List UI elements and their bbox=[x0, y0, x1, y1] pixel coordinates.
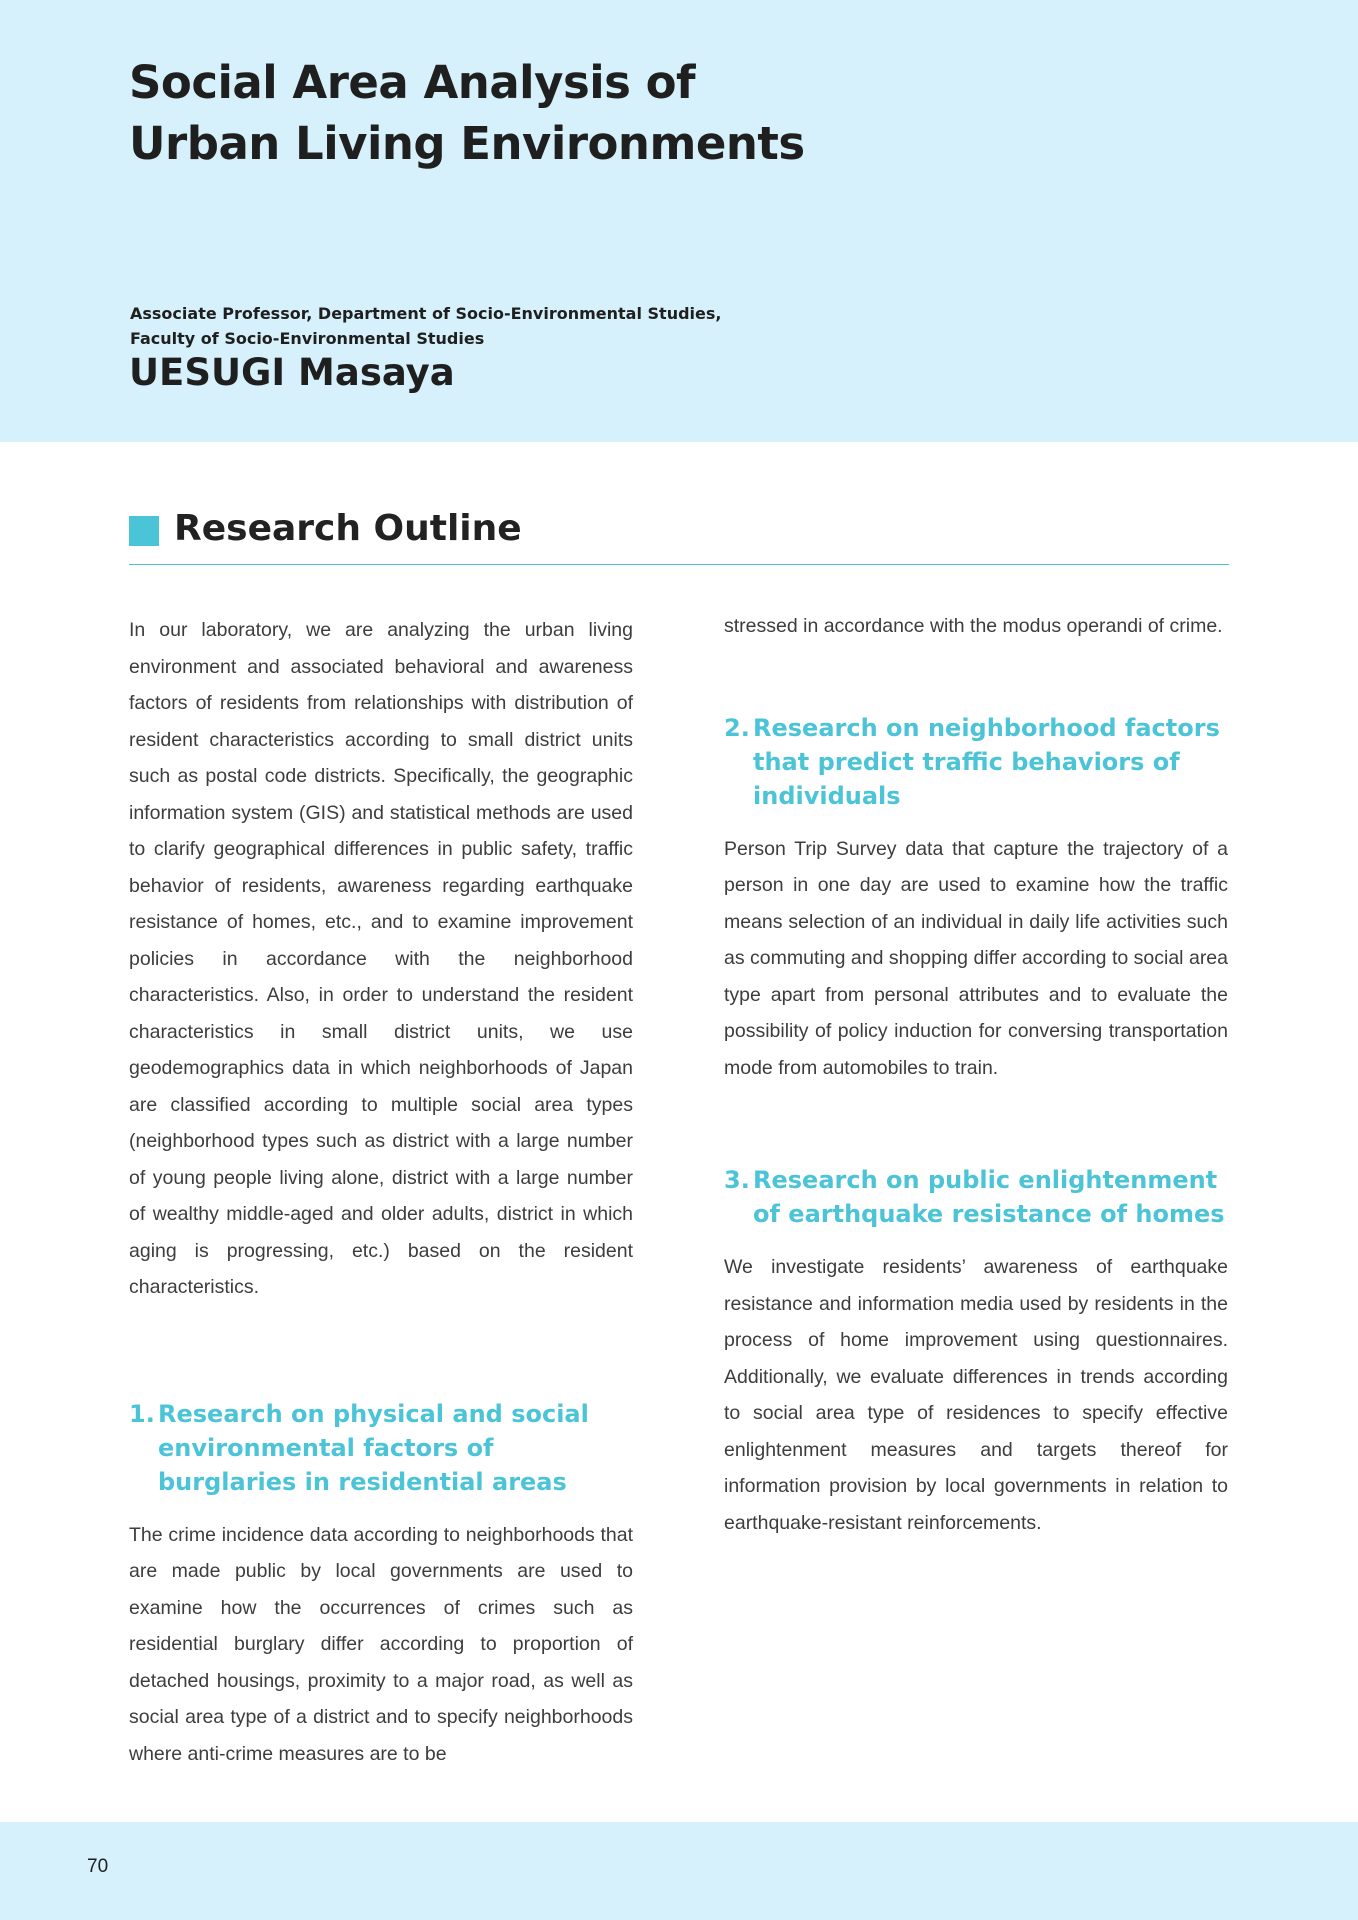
title-line-2: Urban Living Environments bbox=[129, 117, 805, 170]
research-title-3: Research on public enlightenment of earthquake resistance of homes bbox=[753, 1166, 1225, 1228]
research-heading-3 bbox=[724, 1163, 1228, 1231]
affiliation-line-2: Faculty of Socio-Environmental Studies bbox=[130, 329, 485, 348]
right-column bbox=[724, 608, 1228, 1541]
research-number-2: 2. bbox=[724, 713, 750, 742]
section-divider bbox=[129, 564, 1229, 565]
left-column bbox=[129, 612, 633, 1772]
research-body-3: We investigate residents’ awareness of earthquake resistance and information media used by residents in the process of home improvement using questionnaires. Additionally, we evaluate differences in trends according to social area type of residences to specify effective enlightenment measures and targets thereof for information provision by local governments in relation to earthquake-resistant reinforcements. bbox=[724, 1256, 1228, 1534]
research-number-3: 3. bbox=[724, 1166, 750, 1194]
research-number-1: 1. bbox=[129, 1399, 155, 1428]
page-number: 70 bbox=[87, 1856, 109, 1877]
title-line-1: Social Area Analysis of bbox=[129, 56, 696, 109]
section-heading bbox=[129, 502, 1229, 566]
research-title-2: Research on neighborhood factors that predict traffic behaviors of individuals bbox=[753, 713, 1220, 810]
research-body-1: The crime incidence data according to neighborhoods that are made public by local governments are used to examine how the occurrences of crimes such as residential burglary differ according to proportion of detached housings, proximity to a major road, as well as social area type of a district and to specify neighborhoods where anti-crime measures are to be bbox=[129, 1523, 633, 1765]
research-body-2: Person Trip Survey data that capture the trajectory of a person in one day are used to examine how the traffic means selection of an individual in daily life activities such as commuting and shopping differ according to social area type apart from personal attributes and to evaluate the possibility of policy induction for conversing transportation mode from automobiles to train. bbox=[724, 837, 1228, 1079]
header-band bbox=[0, 0, 1358, 442]
research-title-1: Research on physical and social environmental factors of burglaries in residential areas bbox=[158, 1399, 589, 1496]
author-name: UESUGI Masaya bbox=[129, 351, 455, 394]
intro-paragraph: In our laboratory, we are analyzing the urban living environment and associated behavioral and awareness factors of residents from relationships with distribution of resident characteristics according to small district units such as postal code districts. Specifically, the geographic information system (GIS) and statistical methods are used to clarify geographical differences in public safety, traffic behavior of residents, awareness regarding earthquake resistance of homes, etc., and to examine improvement policies in accordance with the neighborhood characteristics. Also, in order to understand the resident characteristics in small district units, we use geodemographics data in which neighborhoods of Japan are classified according to multiple social area types (neighborhood types such as district with a large number of young people living alone, district with a large number of wealthy middle-aged and older adults, district in which aging is progressing, etc.) based on the resident characteristics. bbox=[129, 619, 633, 1298]
research-heading-2 bbox=[724, 711, 1228, 813]
footer-band bbox=[0, 1822, 1358, 1920]
affiliation-line-1: Associate Professor, Department of Socio-Environmental Studies, bbox=[130, 304, 722, 323]
section-marker-icon bbox=[129, 516, 159, 546]
page-title bbox=[129, 52, 805, 174]
research-heading-1 bbox=[129, 1397, 633, 1499]
section-title: Research Outline bbox=[174, 508, 522, 549]
author-affiliation bbox=[130, 301, 721, 351]
research-body-1-continued: stressed in accordance with the modus operandi of crime. bbox=[724, 615, 1223, 637]
